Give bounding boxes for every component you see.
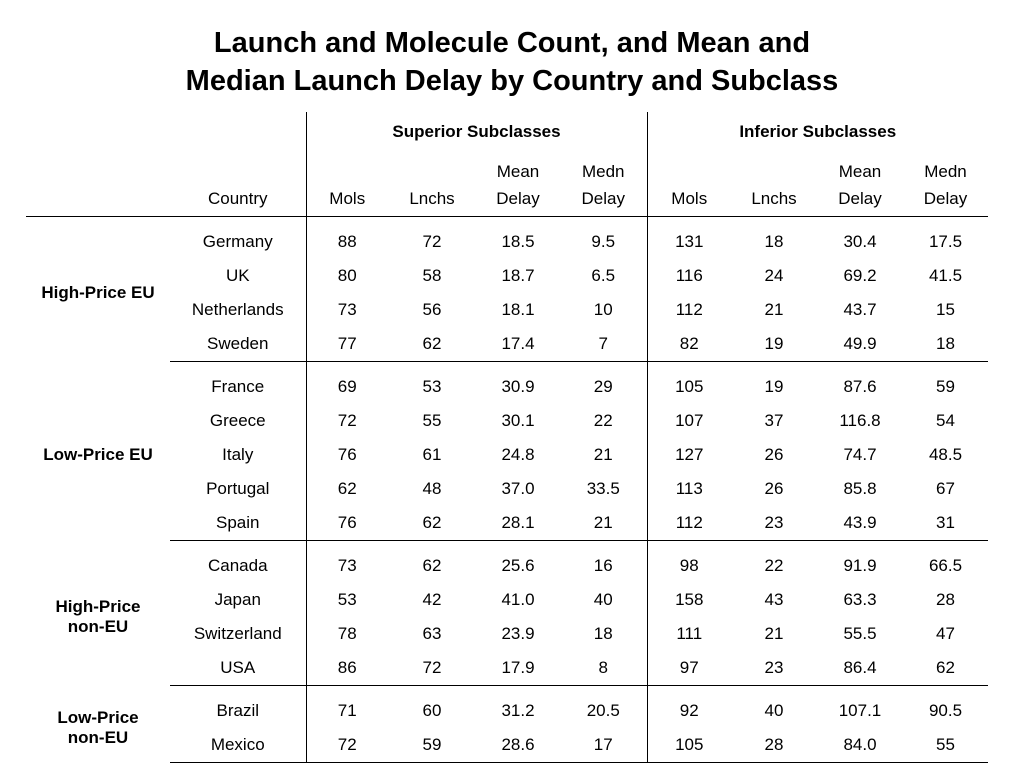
inf-mols-cell: 113 [675, 479, 703, 498]
inf-lnchs-cell: 21 [764, 624, 784, 643]
inf-lnchs-cell: 40 [764, 701, 784, 720]
inf-mols-cell: 112 [647, 506, 731, 541]
inf-mols-cell: 105 [675, 377, 704, 396]
table-row [26, 506, 988, 541]
sup-mean-delay-cell: 25.6 [501, 556, 535, 575]
inf-mean-delay-cell: 84.0 [817, 728, 903, 763]
table-row [26, 327, 988, 362]
inf-mols-cell: 107 [675, 411, 704, 430]
inf-medn-delay-cell: 28 [936, 590, 955, 609]
inf-lnchs-cell: 43 [764, 590, 784, 609]
inf-lnchs-cell: 24 [764, 266, 784, 285]
sup-mols-cell: 62 [337, 479, 357, 498]
sup-mean-delay-cell: 28.6 [476, 728, 560, 763]
inf-medn-delay-cell: 18 [903, 327, 988, 362]
inf-lnchs-cell: 26 [764, 479, 784, 498]
country-cell: Greece [170, 404, 306, 438]
sup-mols-cell: 73 [337, 300, 357, 319]
sup-lnchs-cell: 61 [422, 445, 442, 464]
inf-mean-delay-cell: 49.9 [817, 327, 903, 362]
inf-mean-delay-cell: 74.7 [843, 445, 877, 464]
sup-mols-cell: 71 [337, 701, 357, 720]
inf-medn-delay-cell: 55 [903, 728, 988, 763]
sup-lnchs-cell: 42 [422, 590, 442, 609]
inf-medn-delay-cell: 66.5 [928, 556, 963, 575]
inf-mean-delay-cell: 30.4 [843, 232, 877, 251]
country-cell: Italy [170, 438, 306, 472]
inf-mean-delay-cell: 91.9 [843, 556, 877, 575]
table-row [26, 617, 988, 651]
sup-mols-cell: 73 [337, 556, 357, 575]
group-label: High-Price non-EU [55, 597, 141, 636]
sup-mean-delay-header: Mean Delay [476, 152, 560, 217]
header-blank [170, 112, 306, 152]
sup-mols-cell: 53 [337, 590, 357, 609]
sup-medn-delay-cell: 6.5 [560, 259, 647, 293]
inf-mean-delay-header: Mean Delay [817, 152, 903, 217]
inf-mols-cell: 127 [675, 445, 704, 464]
sup-mean-delay-cell: 17.9 [476, 651, 560, 686]
sup-lnchs-cell: 60 [422, 701, 442, 720]
sup-mols-cell: 77 [306, 327, 388, 362]
table-row [26, 583, 988, 617]
sup-medn-delay-cell: 9.5 [560, 217, 647, 260]
sup-medn-delay-cell: 18 [560, 617, 647, 651]
inf-medn-delay-cell: 31 [903, 506, 988, 541]
sup-lnchs-cell: 58 [422, 266, 442, 285]
country-cell: Spain [170, 506, 306, 541]
inf-mean-delay-cell: 55.5 [843, 624, 877, 643]
sup-lnchs-cell: 56 [422, 300, 442, 319]
inf-lnchs-cell: 26 [764, 445, 784, 464]
sup-lnchs-cell: 63 [422, 624, 442, 643]
sup-lnchs-cell: 72 [388, 651, 476, 686]
sup-mols-header: Mols [306, 152, 388, 217]
sup-mean-delay-cell: 18.7 [501, 266, 535, 285]
inf-medn-delay-cell: 59 [936, 377, 955, 396]
sup-mols-cell: 72 [306, 728, 388, 763]
sup-medn-delay-cell: 8 [560, 651, 647, 686]
inf-lnchs-cell: 23 [731, 506, 817, 541]
inf-mols-cell: 131 [675, 232, 704, 251]
country-cell: Portugal [170, 472, 306, 506]
inf-mols-cell: 116 [675, 266, 703, 285]
country-cell: Mexico [170, 728, 306, 763]
sup-mols-cell: 76 [306, 506, 388, 541]
sup-medn-delay-cell: 16 [560, 541, 647, 584]
sup-mean-delay-cell: 17.4 [476, 327, 560, 362]
sup-mean-delay-cell: 28.1 [476, 506, 560, 541]
country-cell: France [170, 362, 306, 405]
sup-medn-delay-header: Medn Delay [560, 152, 647, 217]
sup-medn-delay-cell: 17 [560, 728, 647, 763]
sup-medn-delay-cell: 10 [560, 293, 647, 327]
inf-lnchs-header: Lnchs [731, 152, 817, 217]
table-row [26, 217, 988, 260]
sup-lnchs-cell: 48 [422, 479, 442, 498]
inf-mean-delay-cell: 86.4 [817, 651, 903, 686]
inf-mean-delay-cell: 69.2 [843, 266, 877, 285]
inf-mean-delay-cell: 107.1 [838, 701, 882, 720]
country-cell: UK [170, 259, 306, 293]
sup-lnchs-cell: 53 [422, 377, 442, 396]
inf-mols-cell: 98 [679, 556, 699, 575]
country-cell: Sweden [170, 327, 306, 362]
country-cell: Germany [170, 217, 306, 260]
inf-mean-delay-cell: 85.8 [843, 479, 877, 498]
inf-medn-delay-cell: 48.5 [928, 445, 963, 464]
inf-medn-delay-cell: 67 [936, 479, 955, 498]
sup-mols-cell: 69 [337, 377, 357, 396]
inf-mols-cell: 97 [647, 651, 731, 686]
sup-lnchs-cell: 59 [388, 728, 476, 763]
sup-medn-delay-cell: 21 [560, 438, 647, 472]
sup-mols-cell: 78 [337, 624, 357, 643]
sup-lnchs-cell: 62 [388, 327, 476, 362]
sup-mols-cell: 86 [306, 651, 388, 686]
inf-mean-delay-cell: 116.8 [839, 411, 881, 430]
sup-medn-delay-cell: 22 [560, 404, 647, 438]
inf-medn-delay-cell: 54 [936, 411, 955, 430]
group-label: Low-Price EU [43, 445, 153, 464]
sup-mols-cell: 80 [337, 266, 357, 285]
inf-lnchs-cell: 37 [764, 411, 784, 430]
sup-medn-delay-cell: 7 [560, 327, 647, 362]
country-cell: Canada [170, 541, 306, 584]
country-header: Country [170, 152, 306, 217]
sup-mean-delay-cell: 31.2 [501, 701, 535, 720]
inf-medn-delay-cell: 90.5 [928, 701, 963, 720]
inf-medn-delay-cell: 15 [936, 300, 955, 319]
table-body [26, 217, 988, 763]
sup-mean-delay-cell: 23.9 [501, 624, 535, 643]
inf-mols-cell: 158 [675, 590, 704, 609]
country-cell: Switzerland [170, 617, 306, 651]
sup-mean-delay-cell: 37.0 [501, 479, 535, 498]
inf-mols-header: Mols [647, 152, 731, 217]
country-cell: Japan [170, 583, 306, 617]
group-label: Low-Price non-EU [57, 708, 139, 747]
table-row [26, 293, 988, 327]
header-blank [26, 112, 170, 152]
inf-medn-delay-header: Medn Delay [903, 152, 988, 217]
table-row [26, 259, 988, 293]
country-cell: USA [170, 651, 306, 686]
sup-medn-delay-cell: 40 [560, 583, 647, 617]
inf-lnchs-cell: 19 [764, 377, 784, 396]
inf-mean-delay-cell: 87.6 [843, 377, 877, 396]
group-label: High-Price EU [41, 283, 155, 303]
inf-medn-delay-cell: 41.5 [928, 266, 963, 285]
sup-mean-delay-cell: 18.5 [501, 232, 535, 251]
inf-mols-cell: 82 [647, 327, 731, 362]
title-line-1: Launch and Molecule Count, and Mean and [213, 27, 811, 59]
sup-mean-delay-cell: 30.9 [501, 377, 535, 396]
inf-mols-cell: 105 [647, 728, 731, 763]
sup-medn-delay-cell: 21 [560, 506, 647, 541]
inf-lnchs-cell: 28 [731, 728, 817, 763]
inf-mols-cell: 112 [675, 300, 703, 319]
country-cell: Netherlands [170, 293, 306, 327]
sup-mols-cell: 88 [337, 232, 357, 251]
table-row [26, 438, 988, 472]
inferior-subclasses-header: Inferior Subclasses [739, 122, 897, 141]
table-row [26, 728, 988, 763]
table-row [26, 472, 988, 506]
sup-lnchs-cell: 62 [422, 556, 442, 575]
inf-mean-delay-cell: 63.3 [843, 590, 877, 609]
inf-medn-delay-cell: 17.5 [928, 232, 963, 251]
sup-mols-cell: 76 [337, 445, 357, 464]
sup-lnchs-cell: 55 [422, 411, 442, 430]
inf-lnchs-cell: 21 [764, 300, 784, 319]
title-line-2: Median Launch Delay by Country and Subclass [185, 65, 839, 97]
sup-lnchs-cell: 62 [388, 506, 476, 541]
sup-medn-delay-cell: 33.5 [560, 472, 647, 506]
table-row [26, 651, 988, 686]
sup-mean-delay-cell: 24.8 [501, 445, 535, 464]
sup-mean-delay-cell: 18.1 [501, 300, 535, 319]
inf-lnchs-cell: 19 [731, 327, 817, 362]
inf-lnchs-cell: 23 [731, 651, 817, 686]
sup-lnchs-cell: 72 [422, 232, 442, 251]
inf-mean-delay-cell: 43.7 [843, 300, 877, 319]
sup-mean-delay-cell: 41.0 [501, 590, 535, 609]
sup-mean-delay-cell: 30.1 [501, 411, 535, 430]
sup-medn-delay-cell: 20.5 [560, 686, 647, 729]
sup-medn-delay-cell: 29 [560, 362, 647, 405]
inf-mean-delay-cell: 43.9 [817, 506, 903, 541]
country-cell: Brazil [170, 686, 306, 729]
table-row [26, 362, 988, 405]
inf-lnchs-cell: 18 [764, 232, 784, 251]
table-row [26, 404, 988, 438]
inf-medn-delay-cell: 62 [903, 651, 988, 686]
superior-subclasses-header: Superior Subclasses [306, 112, 647, 152]
table-row [26, 541, 988, 584]
header-blank [26, 152, 170, 217]
inf-mols-cell: 92 [679, 701, 699, 720]
data-table [26, 112, 988, 763]
inf-mols-cell: 111 [676, 624, 703, 643]
inf-medn-delay-cell: 47 [936, 624, 955, 643]
table-row [26, 686, 988, 729]
inf-lnchs-cell: 22 [764, 556, 784, 575]
sup-lnchs-header: Lnchs [388, 152, 476, 217]
sup-mols-cell: 72 [337, 411, 357, 430]
page-title [0, 24, 1024, 100]
